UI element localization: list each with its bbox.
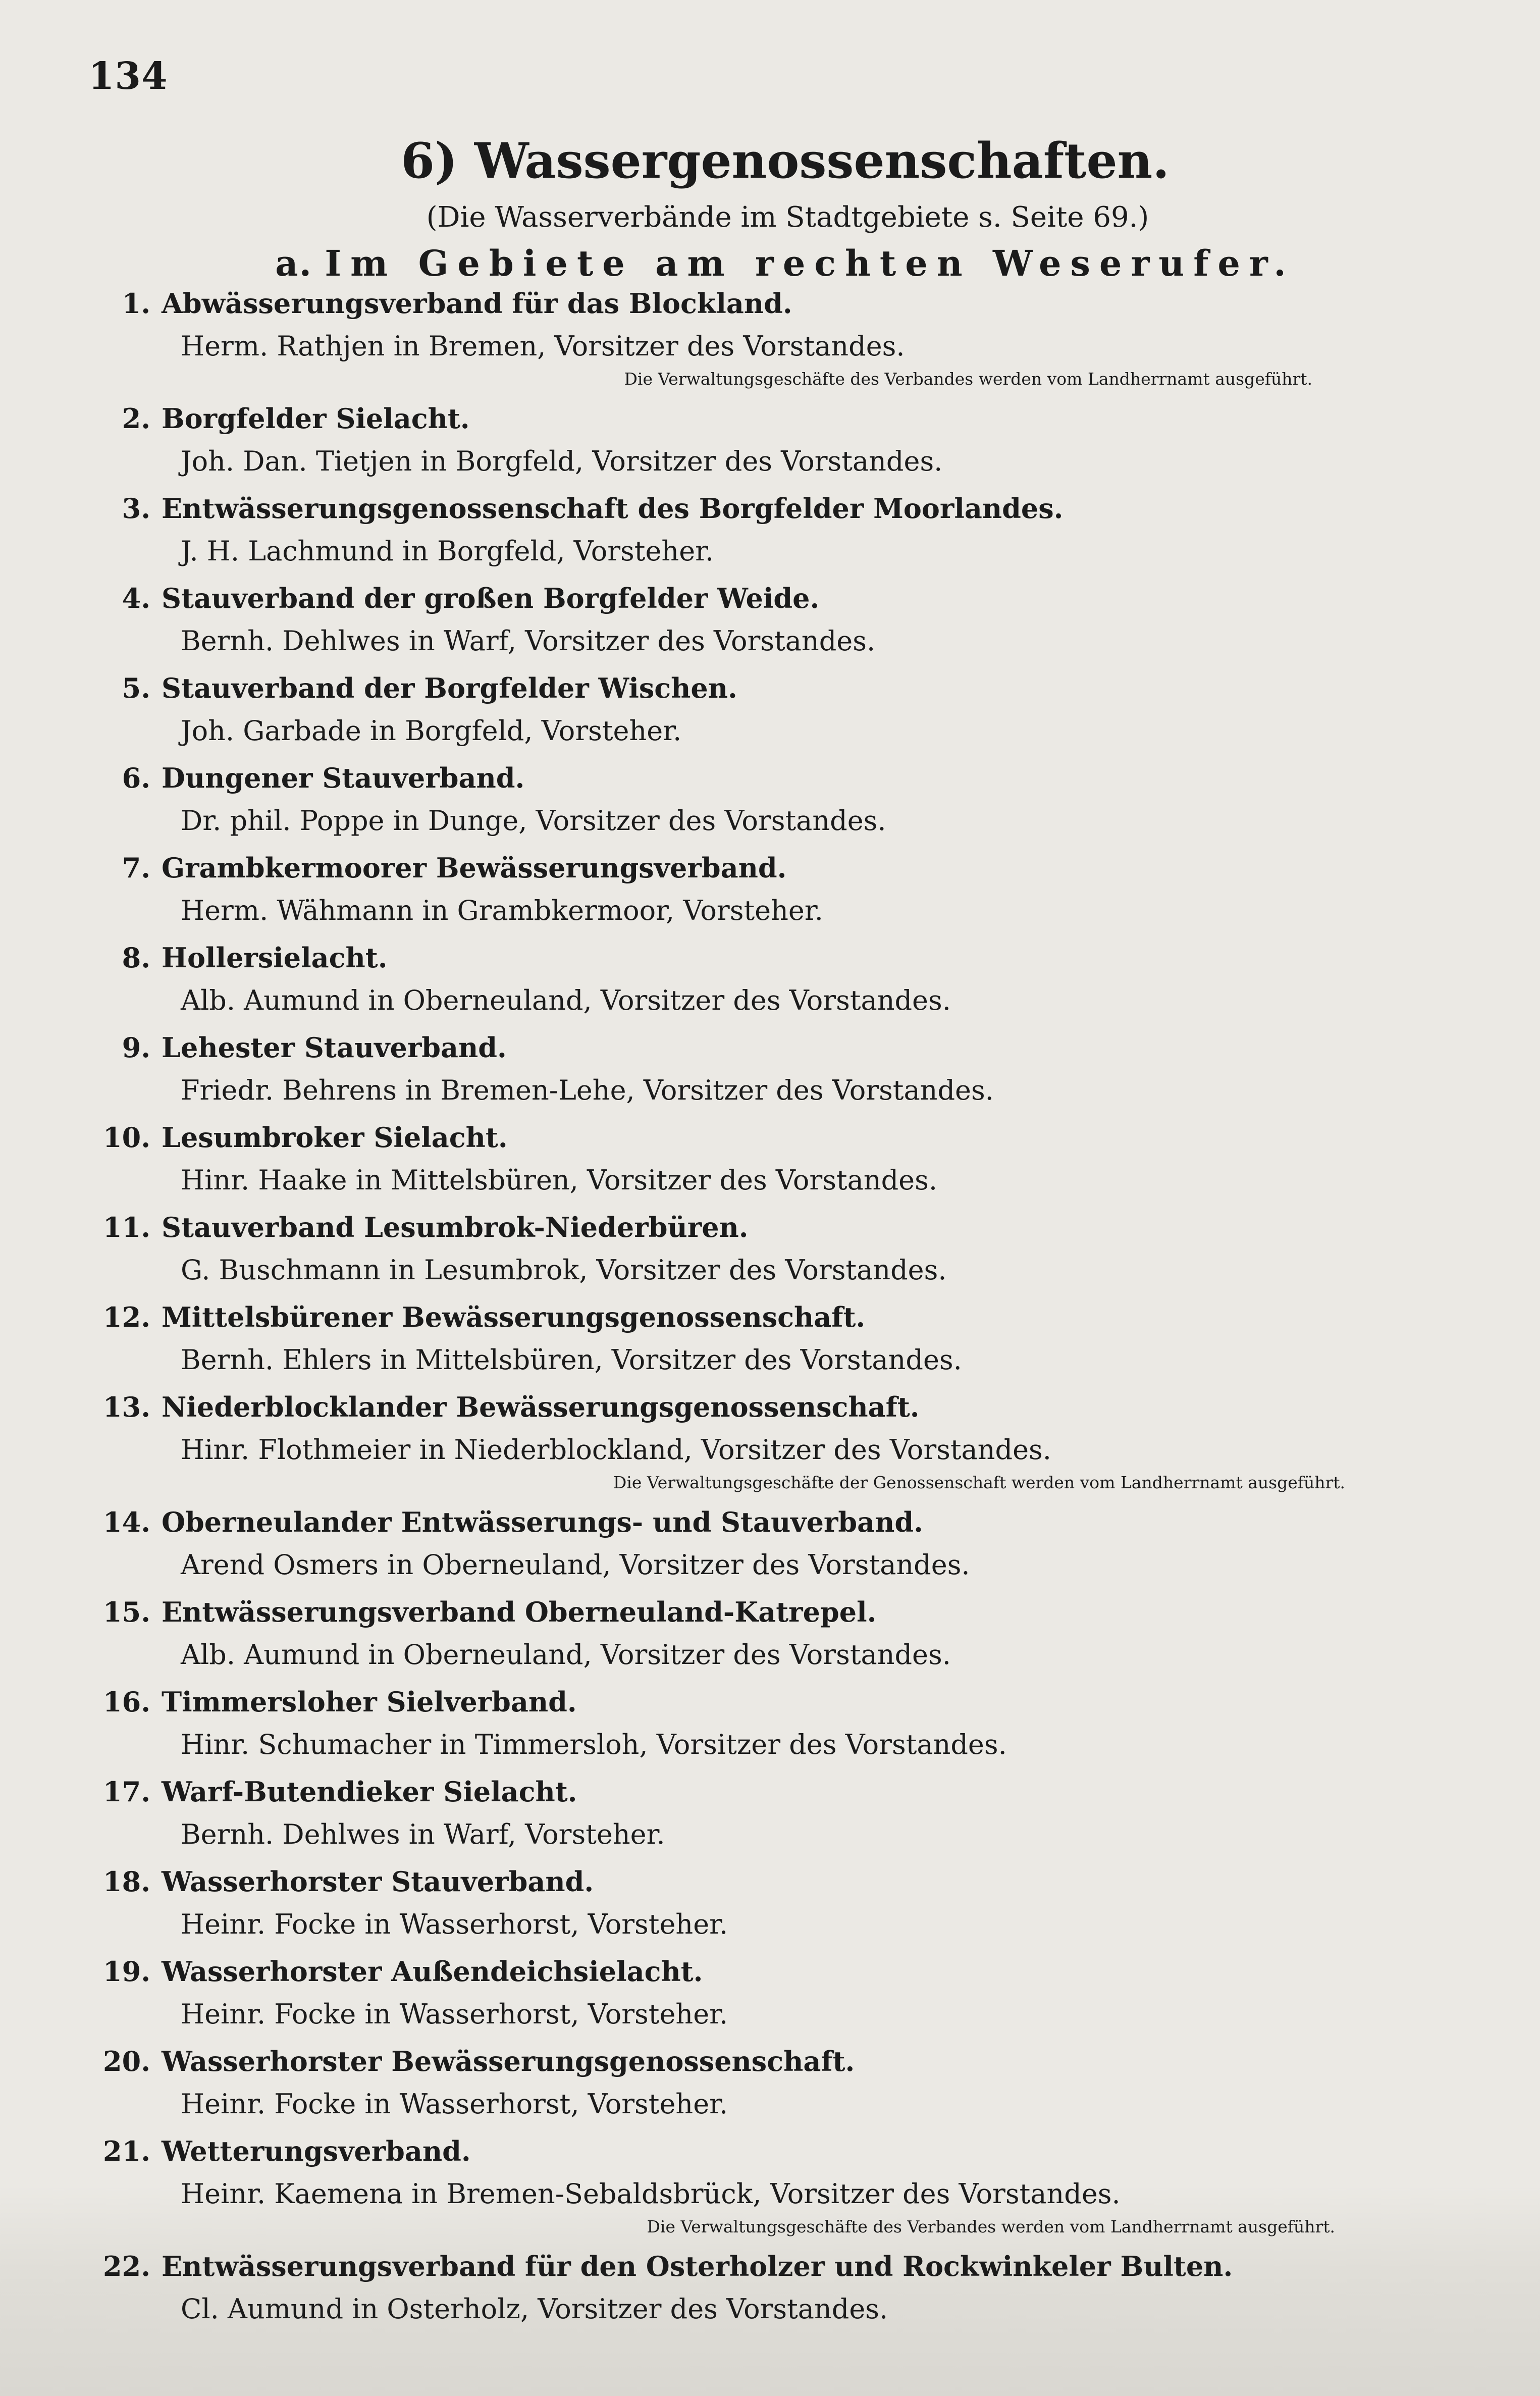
list-item [81,1025,1454,1115]
entry-person: Friedr. Behrens in Bremen-Lehe, Vorsitzer des Vorstandes. [181,1074,994,1106]
entry-name: Mittelsbürener Bewässerungsgenossenschaft. [162,1301,866,1333]
entry-number: 15. [103,1596,150,1628]
list-item [81,1679,1454,1769]
list-item [81,1205,1454,1294]
page-subheading: (Die Wasserverbände im Stadtgebiete s. Seite 69.) [426,201,1149,234]
entry-person: Joh. Dan. Tietjen in Borgfeld, Vorsitzer des Vorstandes. [181,445,943,477]
entry-name: Niederblocklander Bewässerungsgenossenschaft. [162,1391,920,1423]
entry-number: 1. [122,287,150,320]
entry-person: Hinr. Schumacher in Timmersloh, Vorsitzer des Vorstandes. [181,1729,1007,1760]
entry-name: Grambkermoorer Bewässerungsverband. [162,852,787,884]
list-item [81,486,1454,576]
list-item [81,665,1454,755]
list-item [81,1115,1454,1205]
entry-number: 14. [103,1506,150,1538]
entry-number: 6. [122,762,150,794]
entry-name: Entwässerungsverband für den Osterholzer und Rockwinkeler Bulten. [162,2250,1233,2282]
entry-name: Entwässerungsverband Oberneuland-Katrepel. [162,1596,877,1628]
entry-name: Warf-Butendieker Sielacht. [162,1776,577,1808]
entry-person: Arend Osmers in Oberneuland, Vorsitzer des Vorstandes. [181,1549,970,1581]
list-item [81,845,1454,935]
entry-person: Cl. Aumund in Osterholz, Vorsitzer des Vorstandes. [181,2293,888,2325]
entry-name: Stauverband der Borgfelder Wischen. [162,672,737,704]
entry-person: Alb. Aumund in Oberneuland, Vorsitzer des Vorstandes. [181,1639,951,1671]
entry-name: Wetterungsverband. [162,2135,471,2167]
entry-name: Hollersielacht. [162,942,388,974]
entry-note: Die Verwaltungsgeschäfte des Verbandes werden vom Landherrnamt ausgeführt. [624,369,1312,389]
entry-person: Heinr. Focke in Wasserhorst, Vorsteher. [181,1998,728,2030]
entry-person: Herm. Rathjen in Bremen, Vorsitzer des Vorstandes. [181,330,905,362]
list-item [81,396,1454,486]
entry-name: Lesumbroker Sielacht. [162,1121,508,1154]
entry-number: 4. [122,582,150,614]
entry-name: Stauverband Lesumbrok-Niederbüren. [162,1211,749,1243]
entry-person: Heinr. Focke in Wasserhorst, Vorsteher. [181,2088,728,2120]
entry-name: Dungener Stauverband. [162,762,525,794]
entry-name: Entwässerungsgenossenschaft des Borgfelder Moorlandes. [162,492,1064,525]
entry-name: Wasserhorster Stauverband. [162,1865,594,1898]
entry-number: 21. [103,2135,150,2167]
entry-person: Hinr. Haake in Mittelsbüren, Vorsitzer des Vorstandes. [181,1164,938,1196]
section-letter: a. [275,242,313,284]
list-item [81,1949,1454,2039]
page-heading: 6) Wassergenossenschaften. [401,132,1170,189]
entry-number: 11. [103,1211,150,1243]
entry-number: 16. [103,1686,150,1718]
entry-list [81,281,1454,2333]
list-item [81,755,1454,845]
entry-number: 3. [122,492,150,525]
entry-number: 17. [103,1776,150,1808]
entry-name: Timmersloher Sielverband. [162,1686,577,1718]
list-item [81,935,1454,1025]
section-title [0,242,1540,284]
entry-number: 7. [122,852,150,884]
entry-name: Borgfelder Sielacht. [162,402,470,435]
entry-number: 12. [103,1301,150,1333]
list-item [81,2039,1454,2128]
entry-person: Herm. Wähmann in Grambkermoor, Vorsteher. [181,895,823,926]
entry-person: Bernh. Ehlers in Mittelsbüren, Vorsitzer des Vorstandes. [181,1344,962,1376]
entry-name: Stauverband der großen Borgfelder Weide. [162,582,820,614]
list-item [81,1499,1454,1589]
entry-person: Heinr. Focke in Wasserhorst, Vorsteher. [181,1908,728,1940]
section-title-text: Im Gebiete am rechten Weserufer. [325,242,1295,284]
entry-note: Die Verwaltungsgeschäfte der Genossenschaft werden vom Landherrnamt ausgeführt. [613,1473,1345,1492]
list-item [81,2128,1454,2244]
entry-number: 8. [122,942,150,974]
entry-name: Lehester Stauverband. [162,1031,507,1064]
entry-note: Die Verwaltungsgeschäfte des Verbandes werden vom Landherrnamt ausgeführt. [647,2217,1335,2236]
entry-number: 10. [103,1121,150,1154]
entry-person: Bernh. Dehlwes in Warf, Vorsteher. [181,1818,665,1850]
list-item [81,1589,1454,1679]
list-item [81,1384,1454,1499]
entry-number: 9. [122,1031,150,1064]
entry-name: Abwässerungsverband für das Blockland. [162,287,792,320]
list-item [81,1294,1454,1384]
entry-number: 18. [103,1865,150,1898]
entry-person: Bernh. Dehlwes in Warf, Vorsitzer des Vorstandes. [181,625,876,657]
list-item [81,576,1454,665]
page-number: 134 [88,55,168,98]
entry-number: 19. [103,1955,150,1988]
entry-person: Joh. Garbade in Borgfeld, Vorsteher. [181,715,682,747]
entry-number: 20. [103,2045,150,2077]
entry-number: 5. [122,672,150,704]
entry-person: Alb. Aumund in Oberneuland, Vorsitzer des Vorstandes. [181,984,951,1016]
entry-person: Heinr. Kaemena in Bremen-Sebaldsbrück, Vorsitzer des Vorstandes. [181,2178,1121,2210]
entry-number: 22. [103,2250,150,2282]
list-item [81,2244,1454,2333]
entry-person: J. H. Lachmund in Borgfeld, Vorsteher. [181,535,714,567]
entry-person: Hinr. Flothmeier in Niederblockland, Vorsitzer des Vorstandes. [181,1434,1051,1466]
entry-person: Dr. phil. Poppe in Dunge, Vorsitzer des Vorstandes. [181,805,886,837]
entry-name: Wasserhorster Außendeichsielacht. [162,1955,703,1988]
list-item [81,1859,1454,1949]
entry-name: Wasserhorster Bewässerungsgenossenschaft. [162,2045,855,2077]
list-item [81,1769,1454,1859]
entry-number: 2. [122,402,150,435]
entry-person: G. Buschmann in Lesumbrok, Vorsitzer des Vorstandes. [181,1254,947,1286]
entry-number: 13. [103,1391,150,1423]
list-item [81,281,1454,396]
entry-name: Oberneulander Entwässerungs- und Stauverband. [162,1506,923,1538]
